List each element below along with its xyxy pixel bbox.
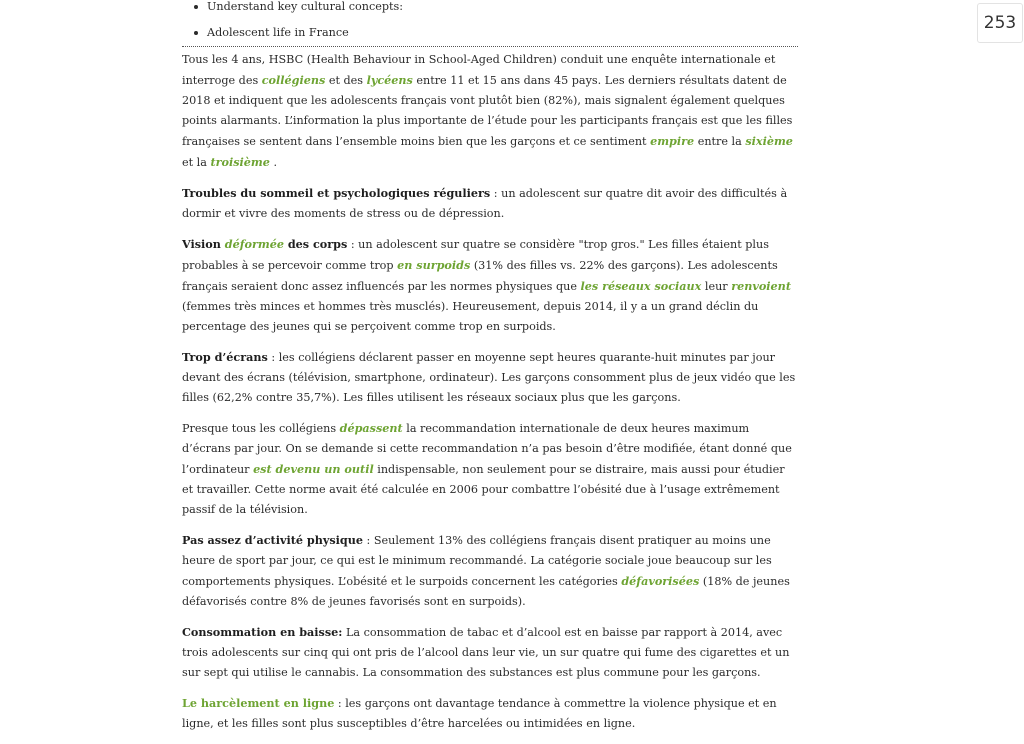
page-number: 253 [977, 3, 1023, 43]
activity-paragraph: Pas assez d’activité physique : Seulement 13% des collégiens français disent pratiquer au moins une heure de sport par jour, ce qui est le minimum recommandé. La catégorie sociale joue beaucoup sur les comportements physiques. L’obésité et le surpoids concernent les catégories défavorisées (18% de jeunes défavorisés contre 8% de jeunes favorisés sont en surpoids). [182, 533, 790, 608]
intro-paragraph: Tous les 4 ans, HSBC (Health Behaviour in School-Aged Children) conduit une enquête internationale et interroge des collégiens et des lycéens entre 11 et 15 ans dans 45 pays. Les derniers résultats datent de 2018 et indiquent que les adolescents français vont plutôt bien (82%), mais signalent également quelques points alarmants. L’information la plus importante de l’étude pour les participants français est que les filles françaises se sentent dans l’ensemble moins bien que les garçons et ce sentiment empire entre la sixième et la troisième . [182, 53, 793, 169]
objectives-list [182, 0, 798, 40]
consumption-paragraph: Consommation en baisse: La consommation de tabac et d’alcool est en baisse par rapport à 2014, avec trois adolescents sur cinq qui ont pris de l’alcool dans leur vie, un sur quatre qui fume des cigarettes et un sur sept qui utilise le cannabis. La consommation des substances est plus commune pour les garçons. [182, 625, 790, 679]
keyword-link[interactable]: défavorisées [621, 574, 700, 588]
keyword-link[interactable]: sixième [745, 134, 793, 148]
objective-item: Understand key cultural concepts: [207, 0, 798, 14]
dotted-divider [182, 46, 798, 47]
section-heading: Troubles du sommeil et psychologiques réguliers [182, 186, 491, 200]
vision-paragraph: Vision déformée des corps : un adolescent sur quatre se considère "trop gros." Les filles étaient plus probables à se percevoir comme trop en surpoids (31% des filles vs. 22% des garçons). Les adolescents français seraient donc assez influencés par les normes physiques que les réseaux sociaux leur renvoient (femmes très minces et hommes très musclés). Heureusement, depuis 2014, il y a un grand déclin du percentage des jeunes qui se perçoivent comme trop en surpoids. [182, 237, 791, 333]
keyword-link[interactable]: collégiens [261, 73, 326, 87]
section-heading: Vision déformée des corps [182, 237, 348, 251]
harassment-paragraph: Le harcèlement en ligne : les garçons ont davantage tendance à commettre la violence physique et en ligne, et les filles sont plus susceptibles d’être harcelées ou intimidées en ligne. [182, 696, 777, 730]
section-heading-keyword[interactable]: Le harcèlement en ligne [182, 696, 335, 710]
screens-paragraph: Trop d’écrans : les collégiens déclarent passer en moyenne sept heures quarante-huit minutes par jour devant des écrans (télévision, smartphone, ordinateur). Les garçons consomment plus de jeux vidéo que les filles (62,2% contre 35,7%). Les filles utilisent les réseaux sociaux plus que les garçons. [182, 350, 796, 404]
keyword-link[interactable]: troisième [210, 155, 270, 169]
keyword-link[interactable]: dépassent [339, 421, 403, 435]
section-heading: Consommation en baisse: [182, 625, 343, 639]
keyword-link[interactable]: en surpoids [397, 258, 471, 272]
keyword-link[interactable]: renvoient [731, 279, 791, 293]
section-heading: Trop d’écrans [182, 350, 268, 364]
section-heading: Pas assez d’activité physique [182, 533, 363, 547]
screens-recommendation-paragraph: Presque tous les collégiens dépassent la recommandation internationale de deux heures maximum d’écrans par jour. On se demande si cette recommandation n’a pas besoin d’être modifiée, étant donné que l’ordinateur est devenu un outil indispensable, non seulement pour se distraire, mais aussi pour étudier et travailler. Cette norme avait été calculée en 2006 pour combattre l’obésité due à l’usage extrêmement passif de la télévision. [182, 421, 792, 516]
keyword-link[interactable]: empire [650, 134, 695, 148]
sleep-paragraph: Troubles du sommeil et psychologiques réguliers : un adolescent sur quatre dit avoir des difficultés à dormir et vivre des moments de stress ou de dépression. [182, 186, 788, 220]
keyword-link[interactable]: déformée [224, 237, 284, 251]
keyword-link[interactable]: les réseaux sociaux [580, 279, 702, 293]
objective-item: Adolescent life in France [207, 26, 798, 40]
keyword-link[interactable]: lycéens [366, 73, 413, 87]
article-content [182, 0, 798, 744]
keyword-link[interactable]: est devenu un outil [253, 462, 374, 476]
